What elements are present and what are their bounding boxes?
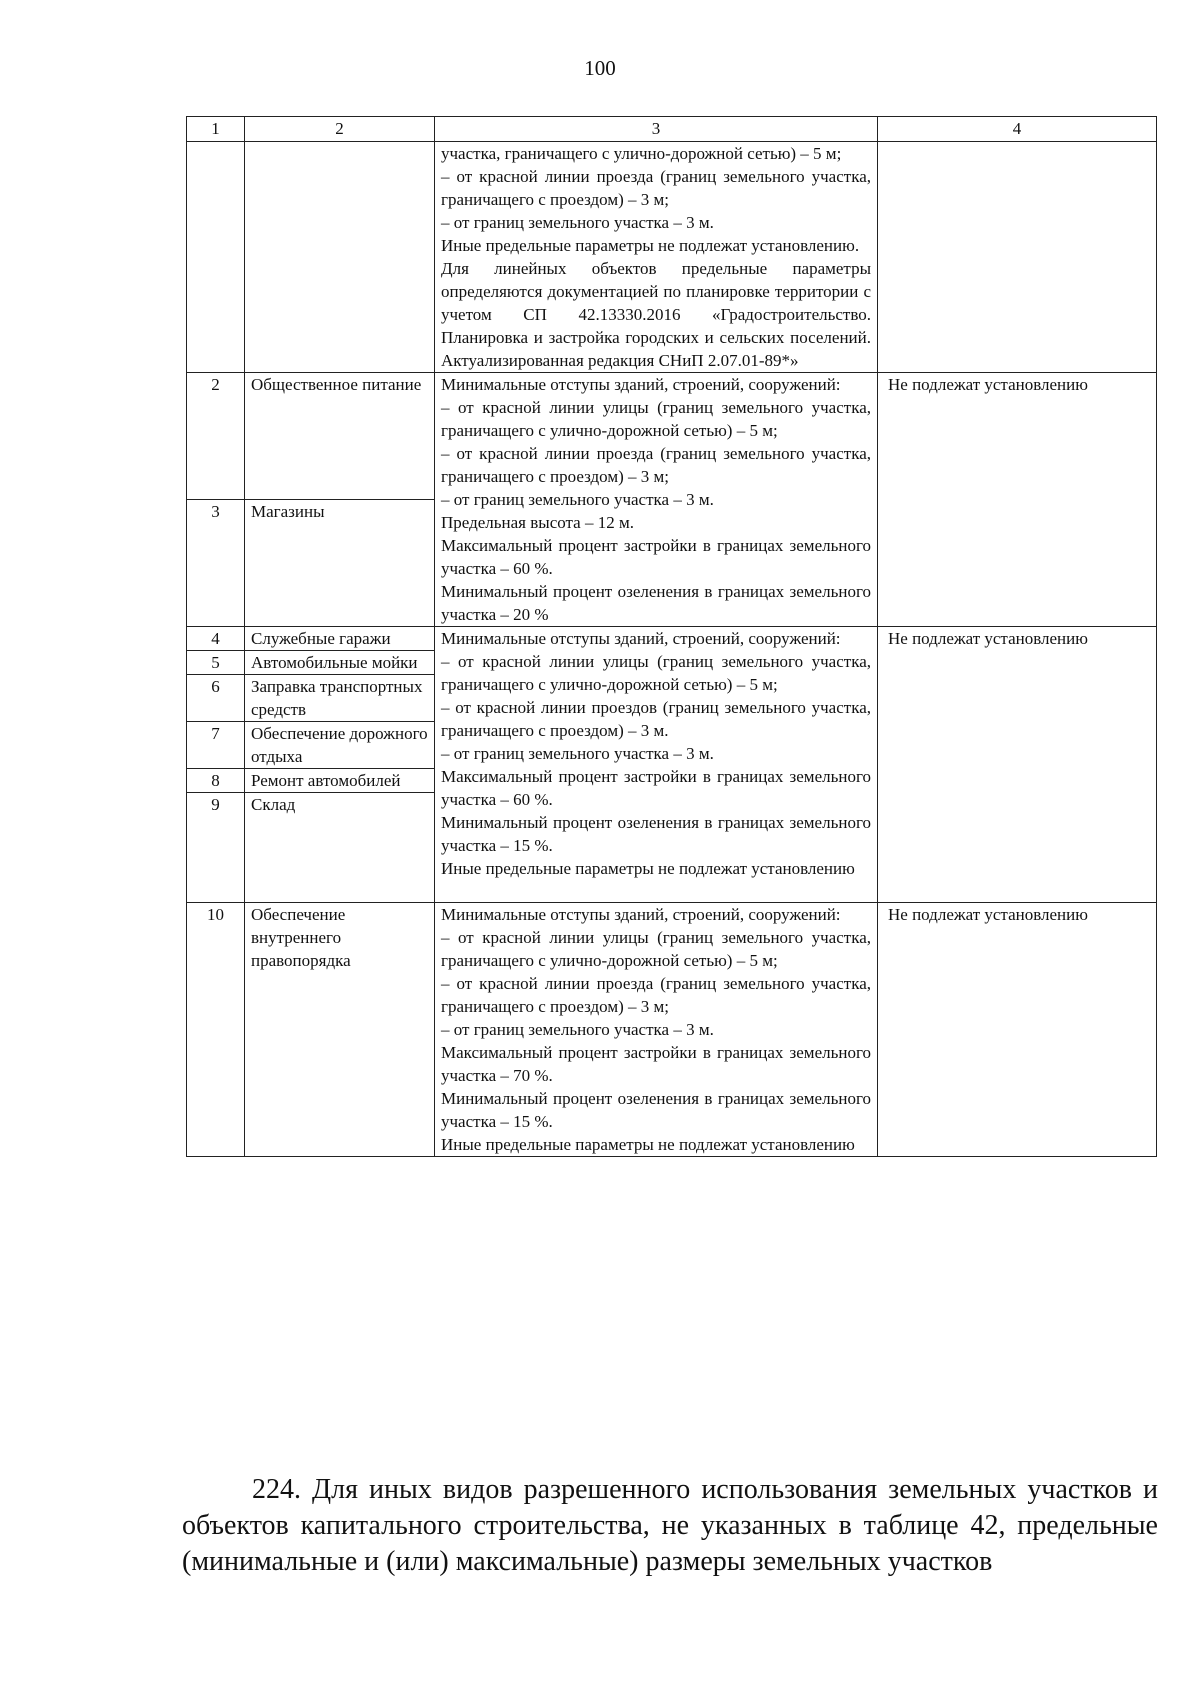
table-row bbox=[187, 373, 1157, 500]
row-number: 5 bbox=[187, 651, 245, 675]
params-line: Иные предельные параметры не подлежат установлению bbox=[441, 859, 855, 878]
params-cell bbox=[435, 903, 878, 1157]
row-name: Склад bbox=[245, 793, 435, 903]
row-name: Заправка транспортных средств bbox=[245, 675, 435, 722]
row-number: 4 bbox=[187, 627, 245, 651]
column-header: 3 bbox=[435, 117, 878, 142]
params-line: Максимальный процент застройки в границах земельного участка – 60 %. bbox=[441, 767, 871, 809]
params-line: – от красной линии улицы (границ земельного участка, граничащего с улично-дорожной сетью) – 5 м; bbox=[441, 928, 871, 970]
params-line: – от границ земельного участка – 3 м. bbox=[441, 213, 714, 232]
row-name: Служебные гаражи bbox=[245, 627, 435, 651]
params-line: – от красной линии проезда (границ земельного участка, граничащего с проездом) – 3 м; bbox=[441, 444, 871, 486]
row-name: Ремонт автомобилей bbox=[245, 769, 435, 793]
row-name: Общественное питание bbox=[245, 373, 435, 500]
column-header: 2 bbox=[245, 117, 435, 142]
params-line: участка, граничащего с улично-дорожной сетью) – 5 м; bbox=[441, 144, 842, 163]
params-line: – от красной линии проезда (границ земельного участка, граничащего с проездом) – 3 м; bbox=[441, 167, 871, 209]
row-number: 3 bbox=[187, 500, 245, 627]
col4-cell: Не подлежат установлению bbox=[878, 903, 1157, 1157]
row-name: Обеспечение внутреннего правопорядка bbox=[245, 903, 435, 1157]
params-cell bbox=[435, 373, 878, 627]
row-number: 8 bbox=[187, 769, 245, 793]
table-header-row bbox=[187, 117, 1157, 142]
params-line: Минимальные отступы зданий, строений, сооружений: bbox=[441, 905, 841, 924]
paragraph-224 bbox=[182, 1472, 1158, 1580]
params-line: Иные предельные параметры не подлежат установлению bbox=[441, 1135, 855, 1154]
params-line: – от красной линии проездов (границ земельного участка, граничащего с проездом) – 3 м. bbox=[441, 698, 871, 740]
params-line: Минимальный процент озеленения в границах земельного участка – 15 %. bbox=[441, 813, 871, 855]
row-name: Обеспечение дорожного отдыха bbox=[245, 722, 435, 769]
table-row bbox=[187, 903, 1157, 1157]
row-name: Магазины bbox=[245, 500, 435, 627]
params-line: Предельная высота – 12 м. bbox=[441, 513, 634, 532]
row-number: 9 bbox=[187, 793, 245, 903]
params-line: Для линейных объектов предельные параметры определяются документацией по планировке территории с учетом СП 42.13330.2016 «Градостроительство. Планировка и застройка городских и сельских поселений. Актуализированная редакция СНиП 2.07.01-89*» bbox=[441, 259, 871, 370]
column-header: 1 bbox=[187, 117, 245, 142]
row-number: 2 bbox=[187, 373, 245, 500]
row-name-cell bbox=[245, 142, 435, 373]
row-number-cell bbox=[187, 142, 245, 373]
row-number: 10 bbox=[187, 903, 245, 1157]
params-line: Максимальный процент застройки в границах земельного участка – 70 %. bbox=[441, 1043, 871, 1085]
table-row bbox=[187, 627, 1157, 651]
page-number: 100 bbox=[584, 56, 616, 80]
params-line: Минимальный процент озеленения в границах земельного участка – 20 % bbox=[441, 582, 871, 624]
row-number: 7 bbox=[187, 722, 245, 769]
col4-cell bbox=[878, 142, 1157, 373]
regulations-table bbox=[186, 116, 1157, 1157]
row-number: 6 bbox=[187, 675, 245, 722]
row-name: Автомобильные мойки bbox=[245, 651, 435, 675]
params-line: – от границ земельного участка – 3 м. bbox=[441, 744, 714, 763]
params-line: Минимальные отступы зданий, строений, сооружений: bbox=[441, 629, 841, 648]
params-line: – от красной линии улицы (границ земельного участка, граничащего с улично-дорожной сетью) – 5 м; bbox=[441, 398, 871, 440]
table-row-continuation bbox=[187, 142, 1157, 373]
params-cell bbox=[435, 142, 878, 373]
params-line: – от красной линии улицы (границ земельного участка, граничащего с улично-дорожной сетью) – 5 м; bbox=[441, 652, 871, 694]
params-line: – от красной линии проезда (границ земельного участка, граничащего с проездом) – 3 м; bbox=[441, 974, 871, 1016]
paragraph-text: 224. Для иных видов разрешенного использования земельных участков и объектов капитального строительства, не указанных в таблице 42, предельные (минимальные и (или) максимальные) размеры земельных участков bbox=[182, 1474, 1158, 1577]
params-line: Иные предельные параметры не подлежат установлению. bbox=[441, 236, 860, 255]
params-line: Минимальный процент озеленения в границах земельного участка – 15 %. bbox=[441, 1089, 871, 1131]
col4-cell: Не подлежат установлению bbox=[878, 627, 1157, 903]
params-line: – от границ земельного участка – 3 м. bbox=[441, 1020, 714, 1039]
params-line: Минимальные отступы зданий, строений, сооружений: bbox=[441, 375, 841, 394]
params-line: – от границ земельного участка – 3 м. bbox=[441, 490, 714, 509]
column-header: 4 bbox=[878, 117, 1157, 142]
col4-cell: Не подлежат установлению bbox=[878, 373, 1157, 627]
params-cell bbox=[435, 627, 878, 903]
params-line: Максимальный процент застройки в границах земельного участка – 60 %. bbox=[441, 536, 871, 578]
